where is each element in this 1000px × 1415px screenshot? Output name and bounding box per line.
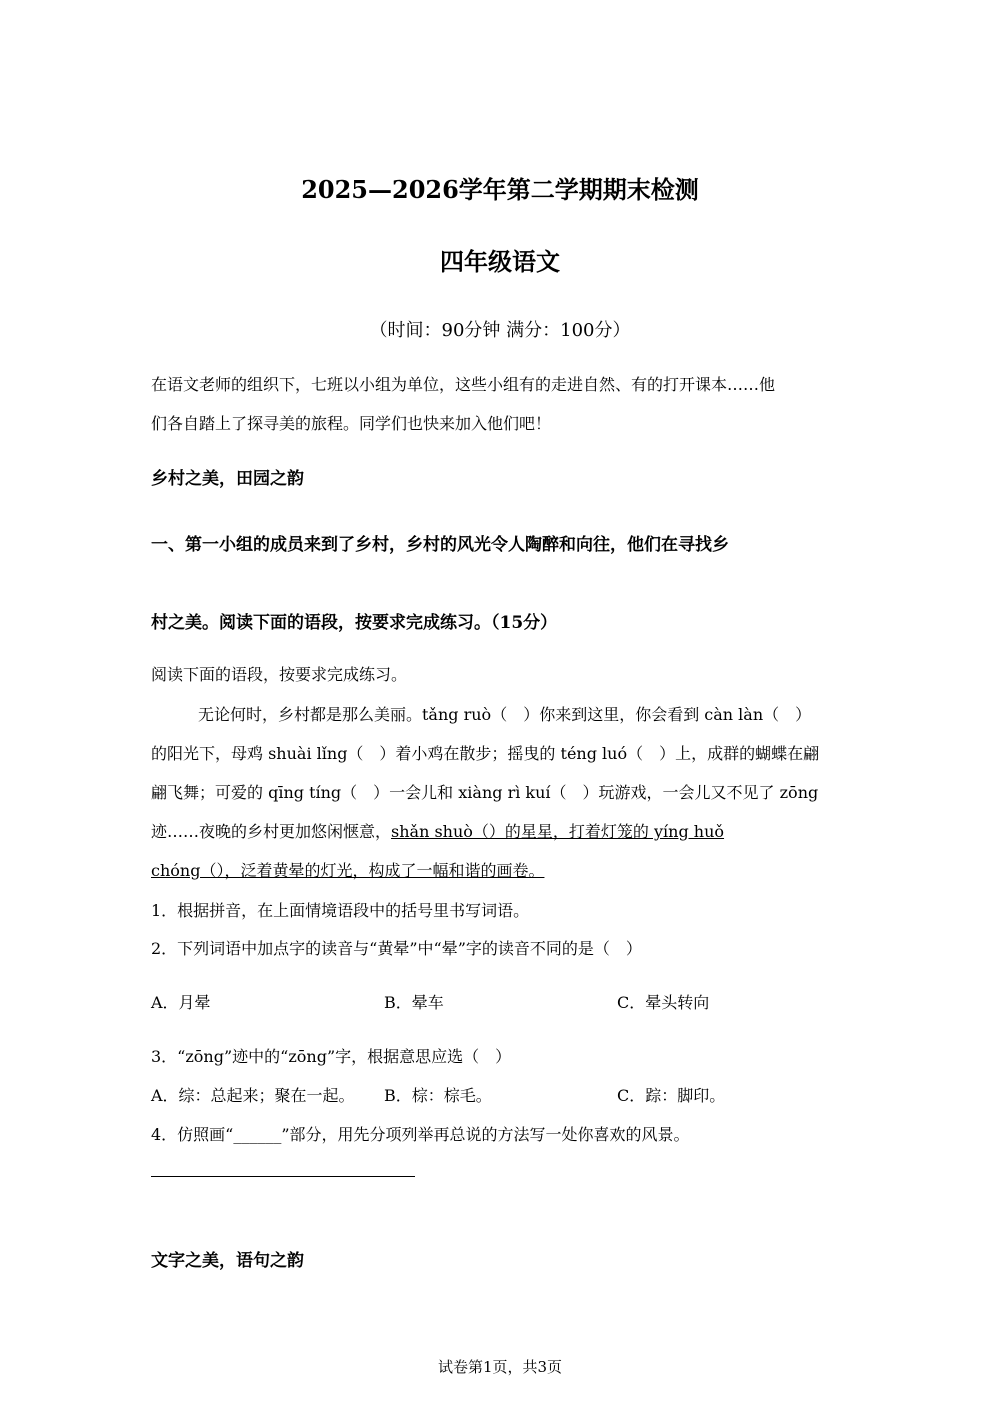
answer-line [151, 1176, 415, 1177]
exam-title: 2025—2026学年第二学期期末检测 [301, 175, 699, 204]
passage-line-3: 翩飞舞；可爱的 qīng tíng（ ）一会儿和 xiàng rì kuí（ ）玩游戏，一会儿又不见了 zōng [151, 783, 819, 802]
q2-option-b: B．晕车 [384, 993, 444, 1012]
q3-option-b: B．棕：棕毛。 [384, 1086, 492, 1105]
sub-question-3: 3．“zōng”迹中的“zōng”字，根据意思应选（ ） [151, 1047, 512, 1066]
exam-info: （时间：90分钟 满分：100分） [369, 320, 631, 341]
section-heading-rural: 乡村之美，田园之韵 [151, 469, 304, 489]
passage-line-4-underlined: shǎn shuò（）的星星，打着灯笼的 yíng huǒ [391, 822, 725, 841]
q2-option-a: A．月晕 [151, 993, 211, 1012]
q2-option-c: C．晕头转向 [617, 993, 710, 1012]
question-1-line-1: 一、第一小组的成员来到了乡村，乡村的风光令人陶醉和向往，他们在寻找乡 [151, 535, 729, 555]
sub-question-2: 2．下列词语中加点字的读音与“黄晕”中“晕”字的读音不同的是（ ） [151, 939, 642, 958]
q3-option-a: A．综：总起来；聚在一起。 [151, 1086, 355, 1105]
intro-line-2: 们各自踏上了探寻美的旅程。同学们也快来加入他们吧！ [151, 414, 552, 433]
section-heading-text: 文字之美，语句之韵 [151, 1251, 304, 1271]
passage-line-4-plain: 迹……夜晚的乡村更加悠闲惬意， [151, 822, 392, 841]
passage-line-1: 无论何时，乡村都是那么美丽。tǎng ruò（ ）你来到这里，你会看到 càn làn（ ） [198, 705, 812, 724]
sub-question-1: 1．根据拼音，在上面情境语段中的括号里书写词语。 [151, 901, 530, 920]
passage-line-2: 的阳光下，母鸡 shuài lǐng（ ）着小鸡在散步；摇曳的 téng luó（ ）上，成群的蝴蝶在翩 [151, 744, 820, 763]
passage-line-5-underlined: chóng（），泛着黄晕的灯光，构成了一幅和谐的画卷。 [151, 861, 545, 880]
q3-option-c: C．踪：脚印。 [617, 1086, 726, 1105]
question-1-line-2: 村之美。阅读下面的语段，按要求完成练习。（15分） [151, 613, 558, 633]
intro-line-1: 在语文老师的组织下，七班以小组为单位，这些小组有的走进自然、有的打开课本……他 [151, 375, 776, 394]
reading-instruction: 阅读下面的语段，按要求完成练习。 [151, 665, 408, 684]
exam-subtitle: 四年级语文 [440, 247, 560, 276]
sub-question-4: 4．仿照画“______”部分，用先分项列举再总说的方法写一处你喜欢的风景。 [151, 1125, 690, 1144]
passage-line-4 [151, 819, 724, 842]
page-footer: 试卷第1页，共3页 [437, 1358, 563, 1376]
